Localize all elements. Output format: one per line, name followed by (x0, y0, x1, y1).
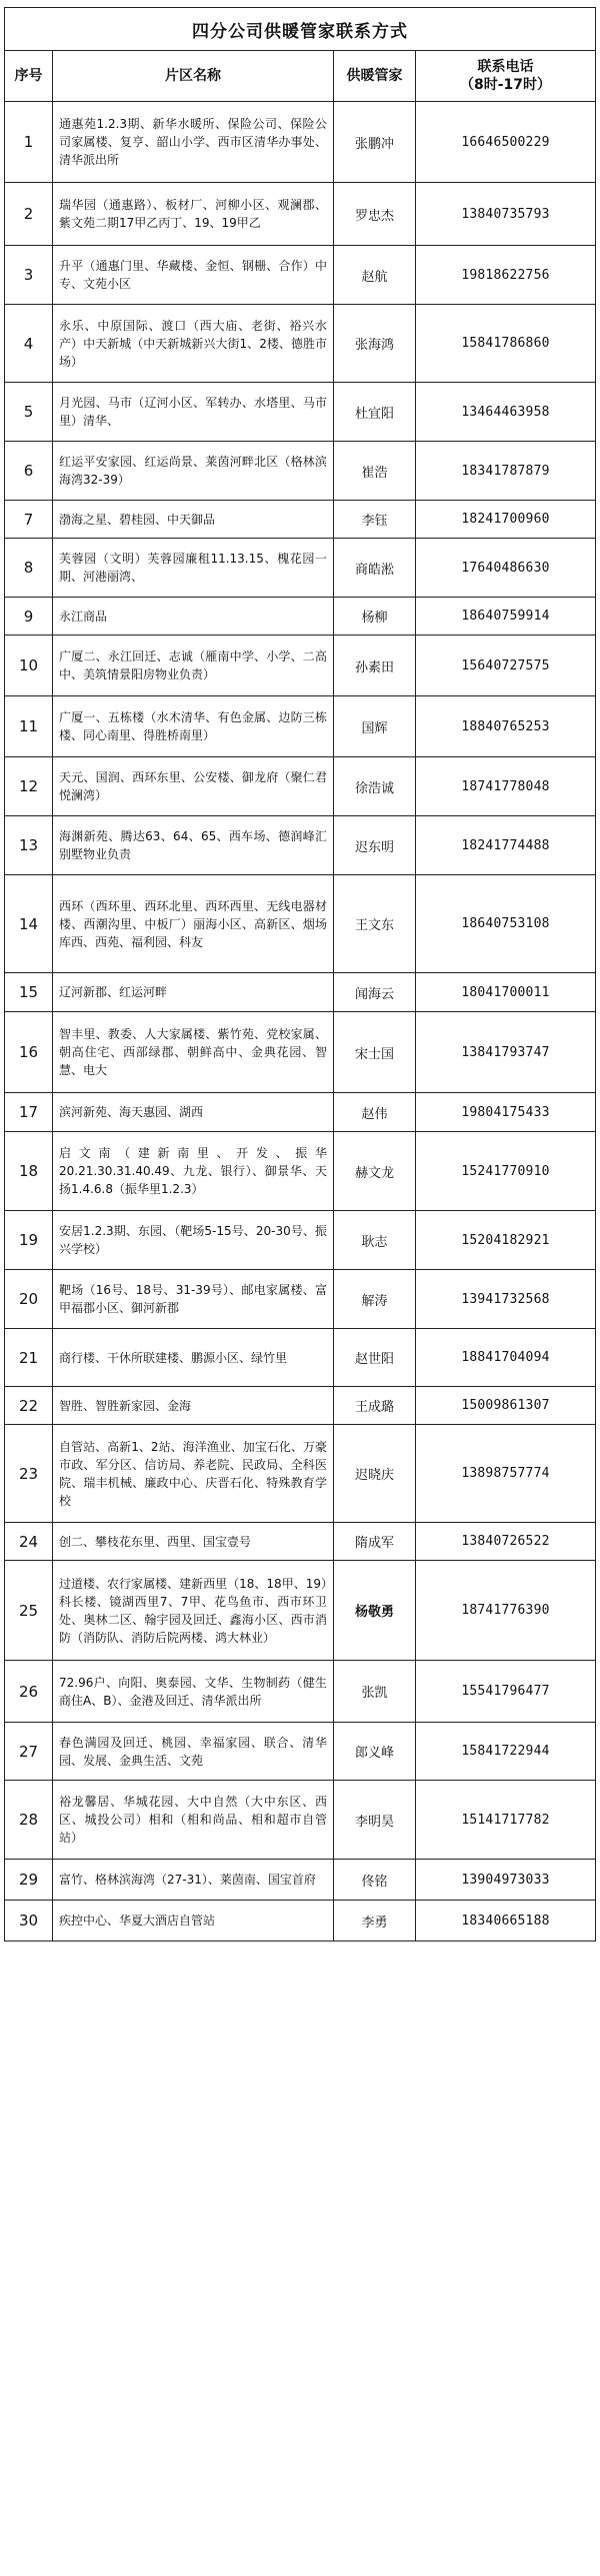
manager-name: 王成璐 (334, 1387, 416, 1425)
page-title: 四分公司供暖管家联系方式 (5, 8, 596, 51)
manager-name: 孙素田 (334, 636, 416, 696)
area-name: 启文南（建新南里、开发、振华20.21.30.31.40.49、九龙、银行）、御景华、天扬1.4.6.8（振华里1.2.3） (53, 1132, 334, 1211)
area-name: 永江商品 (53, 598, 334, 636)
table-row (5, 305, 596, 383)
area-name: 通惠苑1.2.3期、新华水暖所、保险公司、保险公司家属楼、复亨、韶山小学、西市区清华办事处、清华派出所 (53, 102, 334, 183)
manager-name: 张鹏冲 (334, 102, 416, 183)
area-name: 渤海之星、碧桂园、中天御品 (53, 501, 334, 539)
header-no: 序号 (5, 51, 53, 102)
manager-name: 闻海云 (334, 973, 416, 1012)
row-number: 26 (5, 1661, 53, 1723)
manager-name: 赵世阳 (334, 1329, 416, 1387)
phone-number: 18841704094 (416, 1329, 596, 1387)
area-name: 瑞华园（通惠路）、板材厂、河柳小区、观澜郡、紫文苑二期17甲乙丙丁、19、19甲乙 (53, 183, 334, 246)
manager-name: 张凯 (334, 1661, 416, 1723)
header-manager: 供暖管家 (334, 51, 416, 102)
area-name: 西环（西环里、西环北里、西环西里、无线电器材楼、西潮沟里、中板厂）丽海小区、高新区、烟场库西、西苑、福利园、科友 (53, 875, 334, 973)
phone-number: 13898757774 (416, 1425, 596, 1523)
manager-name: 张海鸿 (334, 305, 416, 383)
header-row (5, 51, 596, 102)
table-row (5, 875, 596, 973)
row-number: 23 (5, 1425, 53, 1523)
phone-number: 17640486630 (416, 539, 596, 598)
table-row (5, 757, 596, 816)
area-name: 过道楼、农行家属楼、建新西里（18、18甲、19）科长楼、镜湖西里7、7甲、花鸟鱼市、西市环卫处、奥林二区、翰宇园及回迁、鑫海小区、西市消防（消防队、消防后院两楼、鸿大林业） (53, 1561, 334, 1661)
phone-number: 13841793747 (416, 1012, 596, 1093)
table-row (5, 442, 596, 501)
area-name: 广厦二、永江回迁、志诚（雁南中学、小学、二高中、美筑情景阳房物业负责） (53, 636, 334, 696)
row-number: 30 (5, 1901, 53, 1941)
phone-number: 15204182921 (416, 1211, 596, 1270)
table-row (5, 102, 596, 183)
row-number: 5 (5, 383, 53, 442)
manager-name: 迟晓庆 (334, 1425, 416, 1523)
phone-number: 18340665188 (416, 1901, 596, 1941)
manager-name: 佟铭 (334, 1860, 416, 1901)
manager-name: 杨柳 (334, 598, 416, 636)
phone-number: 15640727575 (416, 636, 596, 696)
manager-name: 迟东明 (334, 816, 416, 875)
table-row (5, 816, 596, 875)
row-number: 1 (5, 102, 53, 183)
row-number: 6 (5, 442, 53, 501)
table-row (5, 973, 596, 1012)
manager-name: 李明昊 (334, 1781, 416, 1860)
phone-number: 18840765253 (416, 696, 596, 757)
area-name: 靶场（16号、18号、31-39号）、邮电家属楼、富甲福郡小区、御河新郡 (53, 1270, 334, 1329)
area-name: 滨河新苑、海天惠园、湖西 (53, 1093, 334, 1132)
manager-name: 耿志 (334, 1211, 416, 1270)
manager-name: 崔浩 (334, 442, 416, 501)
table-row (5, 183, 596, 246)
table-row (5, 1093, 596, 1132)
phone-number: 13904973033 (416, 1860, 596, 1901)
manager-name: 赵航 (334, 246, 416, 305)
phone-number: 16646500229 (416, 102, 596, 183)
row-number: 16 (5, 1012, 53, 1093)
manager-name: 杜宜阳 (334, 383, 416, 442)
phone-number: 18041700011 (416, 973, 596, 1012)
table-row (5, 1860, 596, 1901)
area-name: 裕龙馨居、华城花园、大中自然（大中东区、西区、城投公司）相和（相和尚品、相和超市自管站） (53, 1781, 334, 1860)
phone-number: 13464463958 (416, 383, 596, 442)
area-name: 红运平安家园、红运尚景、莱茵河畔北区（格林滨海湾32-39） (53, 442, 334, 501)
phone-number: 18341787879 (416, 442, 596, 501)
table-row (5, 1329, 596, 1387)
phone-number: 13840726522 (416, 1523, 596, 1561)
phone-number: 15141717782 (416, 1781, 596, 1860)
phone-number: 13941732568 (416, 1270, 596, 1329)
row-number: 24 (5, 1523, 53, 1561)
manager-name: 宋士国 (334, 1012, 416, 1093)
row-number: 13 (5, 816, 53, 875)
table-row (5, 539, 596, 598)
row-number: 12 (5, 757, 53, 816)
table-row (5, 636, 596, 696)
table-body (5, 102, 596, 1941)
phone-number: 18741776390 (416, 1561, 596, 1661)
phone-number: 18640753108 (416, 875, 596, 973)
phone-number: 18241700960 (416, 501, 596, 539)
header-phone-label: 联系电话 (477, 59, 534, 75)
row-number: 20 (5, 1270, 53, 1329)
table-row (5, 1561, 596, 1661)
row-number: 17 (5, 1093, 53, 1132)
manager-name: 李勇 (334, 1901, 416, 1941)
row-number: 29 (5, 1860, 53, 1901)
phone-number: 15009861307 (416, 1387, 596, 1425)
area-name: 辽河新郡、红运河畔 (53, 973, 334, 1012)
table-row (5, 1523, 596, 1561)
table-row (5, 1901, 596, 1941)
row-number: 14 (5, 875, 53, 973)
area-name: 天元、国润、西环东里、公安楼、御龙府（聚仁君悦澜湾） (53, 757, 334, 816)
phone-number: 19804175433 (416, 1093, 596, 1132)
manager-name: 王文东 (334, 875, 416, 973)
row-number: 7 (5, 501, 53, 539)
table-row (5, 1661, 596, 1723)
area-name: 安居1.2.3期、东园、（靶场5-15号、20-30号、振兴学校） (53, 1211, 334, 1270)
table-row (5, 1012, 596, 1093)
area-name: 永乐、中原国际、渡口（西大庙、老街、裕兴水产）中天新城（中天新城新兴大街1、2楼、德胜市场） (53, 305, 334, 383)
row-number: 28 (5, 1781, 53, 1860)
row-number: 8 (5, 539, 53, 598)
phone-number: 18241774488 (416, 816, 596, 875)
table-row (5, 1425, 596, 1523)
area-name: 月光园、马市（辽河小区、军转办、水塔里、马市里）清华、 (53, 383, 334, 442)
area-name: 自管站、高新1、2站、海洋渔业、加宝石化、万豪市政、军分区、信访局、养老院、民政局、全科医院、瑞丰机械、廉政中心、庆晋石化、特殊教育学校 (53, 1425, 334, 1523)
row-number: 11 (5, 696, 53, 757)
table-row (5, 696, 596, 757)
row-number: 10 (5, 636, 53, 696)
manager-name: 郎义峰 (334, 1723, 416, 1781)
manager-name: 国辉 (334, 696, 416, 757)
manager-name: 徐浩诚 (334, 757, 416, 816)
table-row (5, 1270, 596, 1329)
phone-number: 18640759914 (416, 598, 596, 636)
area-name: 72.96户、向阳、奥泰园、文华、生物制药（健生商住A、B）、金港及回迁、清华派出所 (53, 1661, 334, 1723)
area-name: 智胜、智胜新家园、金海 (53, 1387, 334, 1425)
table-row (5, 246, 596, 305)
row-number: 4 (5, 305, 53, 383)
area-name: 疾控中心、华夏大酒店自管站 (53, 1901, 334, 1941)
row-number: 18 (5, 1132, 53, 1211)
area-name: 智丰里、教委、人大家属楼、紫竹苑、党校家属、朝高住宅、西部绿郡、朝鲜高中、金典花园、智慧、电大 (53, 1012, 334, 1093)
row-number: 9 (5, 598, 53, 636)
row-number: 27 (5, 1723, 53, 1781)
row-number: 3 (5, 246, 53, 305)
area-name: 升平（通惠门里、华藏楼、金恒、钢栅、合作）中专、文苑小区 (53, 246, 334, 305)
phone-number: 15541796477 (416, 1661, 596, 1723)
manager-name: 杨敬勇 (334, 1561, 416, 1661)
row-number: 22 (5, 1387, 53, 1425)
table-row (5, 1723, 596, 1781)
table-row (5, 1781, 596, 1860)
phone-number: 15241770910 (416, 1132, 596, 1211)
manager-name: 李钰 (334, 501, 416, 539)
area-name: 春色满园及回迁、桃园、幸福家园、联合、清华园、发展、金典生活、文苑 (53, 1723, 334, 1781)
contact-table (4, 7, 596, 1941)
area-name: 海渊新苑、腾达63、64、65、西车场、德润峰汇别墅物业负责 (53, 816, 334, 875)
manager-name: 解涛 (334, 1270, 416, 1329)
manager-name: 赫文龙 (334, 1132, 416, 1211)
row-number: 2 (5, 183, 53, 246)
row-number: 19 (5, 1211, 53, 1270)
phone-number: 18741778048 (416, 757, 596, 816)
phone-number: 15841722944 (416, 1723, 596, 1781)
manager-name: 赵伟 (334, 1093, 416, 1132)
header-phone-hours: （8时-17时） (459, 77, 552, 93)
area-name: 商行楼、干休所联建楼、鹏源小区、绿竹里 (53, 1329, 334, 1387)
table-row (5, 501, 596, 539)
manager-name: 罗忠杰 (334, 183, 416, 246)
phone-number: 15841786860 (416, 305, 596, 383)
table-row (5, 598, 596, 636)
table-row (5, 1387, 596, 1425)
table-row (5, 1132, 596, 1211)
table-row (5, 383, 596, 442)
header-phone (416, 51, 596, 102)
table-row (5, 1211, 596, 1270)
manager-name: 隋成军 (334, 1523, 416, 1561)
title-row (5, 8, 596, 51)
area-name: 富竹、格林滨海湾（27-31）、莱茵南、国宝首府 (53, 1860, 334, 1901)
row-number: 21 (5, 1329, 53, 1387)
phone-number: 19818622756 (416, 246, 596, 305)
area-name: 广厦一、五栋楼（水木清华、有色金属、边防三栋楼、同心南里、得胜桥南里） (53, 696, 334, 757)
row-number: 15 (5, 973, 53, 1012)
header-area: 片区名称 (53, 51, 334, 102)
phone-number: 13840735793 (416, 183, 596, 246)
manager-name: 商皓淞 (334, 539, 416, 598)
area-name: 芙蓉园（文明）芙蓉园廉租11.13.15、槐花园一期、河港丽湾、 (53, 539, 334, 598)
row-number: 25 (5, 1561, 53, 1661)
area-name: 创二、攀枝花东里、西里、国宝壹号 (53, 1523, 334, 1561)
